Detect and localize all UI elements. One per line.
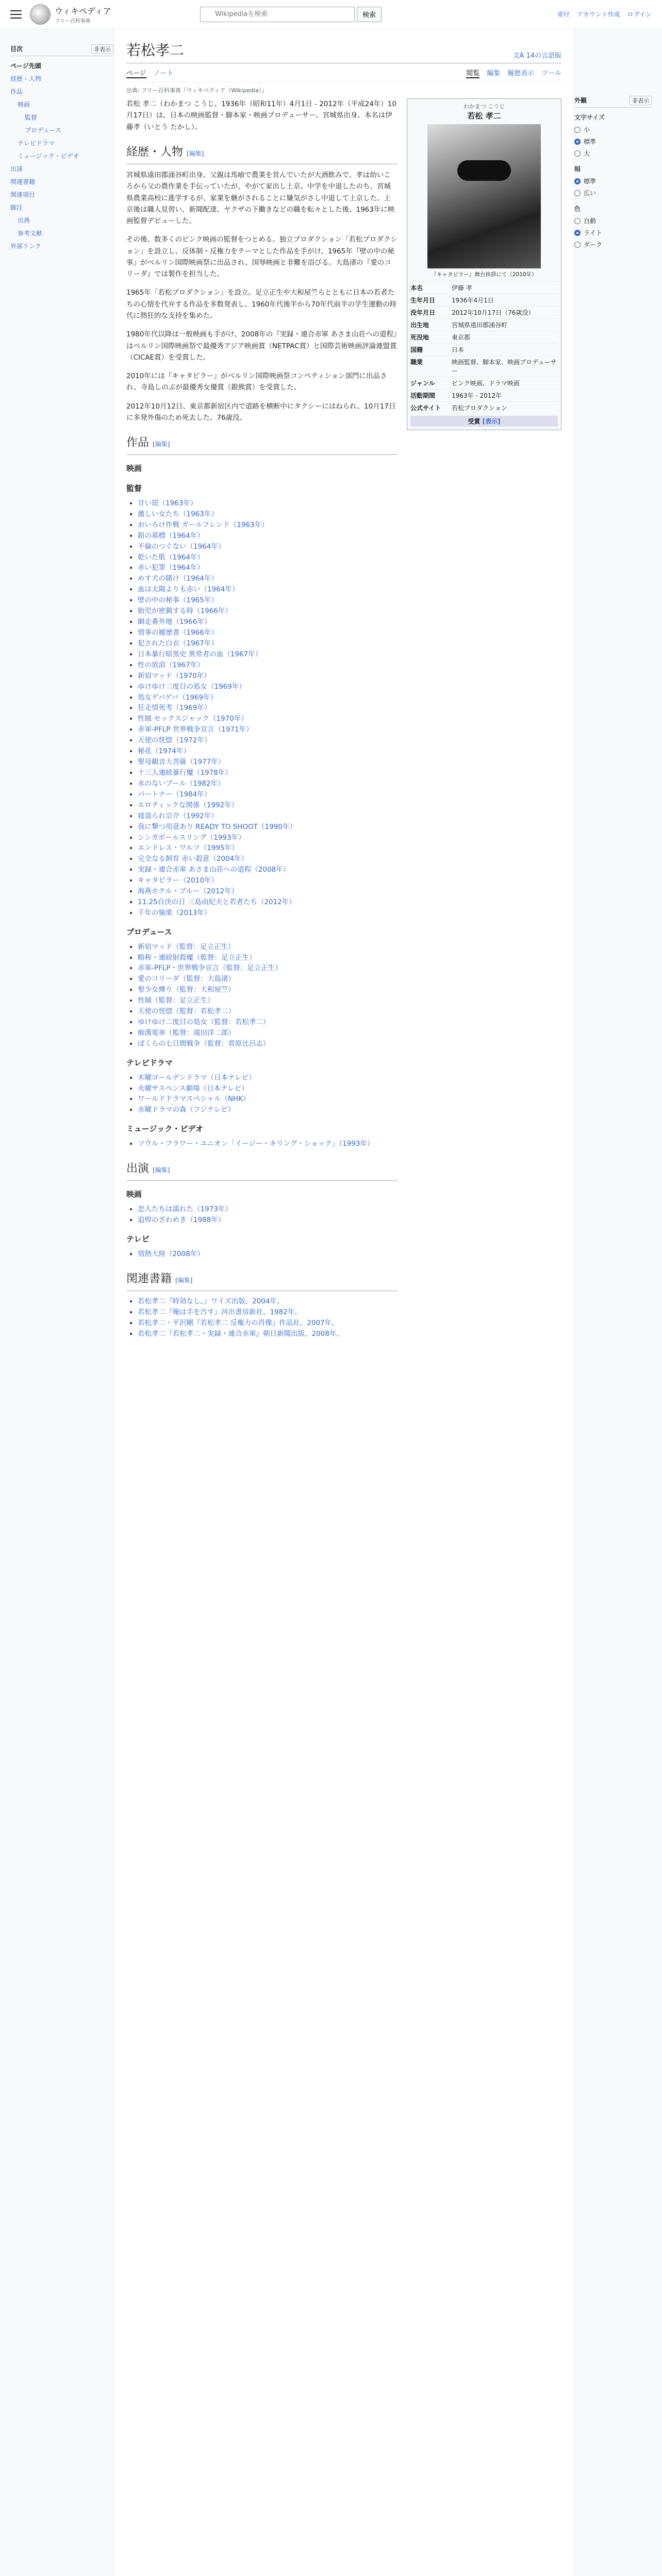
toc-item[interactable]	[10, 98, 113, 111]
list-item	[138, 1039, 398, 1049]
list-item	[138, 1028, 398, 1039]
list-item	[138, 606, 398, 617]
awards-toggle[interactable]: [表示]	[482, 418, 501, 425]
search-input[interactable]	[200, 7, 355, 22]
infobox-value: 東京都	[452, 334, 471, 341]
infobox-row	[410, 281, 558, 294]
infobox-key: 公式サイト	[410, 404, 441, 412]
infobox-key: ジャンル	[410, 380, 435, 387]
radio-label: 標準	[584, 178, 597, 185]
radio-dot-icon[interactable]	[574, 242, 581, 248]
radio-dot-icon[interactable]	[574, 178, 581, 184]
subsection-heading-film: 映画	[126, 464, 142, 473]
list-item	[138, 1073, 398, 1083]
work-link[interactable]: 赤い犯罪（1964年）	[138, 564, 204, 572]
toc-link[interactable]: 関連項目	[10, 191, 36, 198]
work-link[interactable]: 秘花（1974年）	[138, 747, 190, 756]
portrait-photo[interactable]	[427, 124, 541, 268]
list-item	[138, 757, 398, 768]
list-item	[138, 768, 398, 778]
list-item	[138, 1249, 398, 1260]
work-link[interactable]: 乾いた肌（1964年）	[138, 553, 204, 562]
infobox-value: 若松プロダクション	[452, 404, 507, 412]
radio-option[interactable]	[574, 187, 652, 199]
toc-link[interactable]: ミュージック・ビデオ	[18, 152, 79, 160]
work-link[interactable]: ゆけゆけ二度目の処女（1969年）	[138, 682, 246, 691]
site-name: ウィキペディア	[55, 6, 111, 16]
toc-item[interactable]	[10, 149, 113, 162]
radio-dot-icon[interactable]	[574, 218, 581, 224]
toc-link[interactable]: 出典	[18, 217, 30, 224]
list-item	[138, 1329, 398, 1340]
infobox-key: 死没地	[410, 334, 429, 341]
toc-link[interactable]: 参考文献	[18, 230, 43, 237]
work-link[interactable]: 十三人連続暴行魔（1978年）	[138, 768, 232, 777]
produce-works-list	[126, 942, 398, 1049]
work-link[interactable]: 聖母観音大菩薩（1977年）	[138, 758, 225, 767]
radio-label: ダーク	[584, 241, 603, 248]
infobox-row	[410, 306, 558, 318]
section-heading-appearance: 出演 [編集]	[126, 1160, 398, 1181]
list-item	[138, 628, 398, 638]
list-item	[138, 800, 398, 811]
login-link[interactable]: ログイン	[627, 11, 652, 18]
intro-paragraph: 若松 孝二（わかまつ こうじ、1936年（昭和11年）4月1日 - 2012年（平成24年）10月17日）は、日本の映画監督・脚本家・映画プロデューサー。宮城県出身。本名は伊藤孝（いとう たかし）。	[126, 100, 396, 131]
toc-hide-button[interactable]: 非表示	[91, 44, 113, 54]
work-link[interactable]: ぼくらの七日間戦争（監督：菅原比呂志）	[138, 1039, 270, 1048]
work-link[interactable]: 処女ゲバゲバ（1969年）	[138, 693, 218, 702]
list-item	[138, 942, 398, 953]
subsection-heading-mv: ミュージック・ビデオ	[126, 1124, 204, 1134]
list-item	[138, 671, 398, 682]
work-link[interactable]: 聖少女縛り（監督：大和屋竺）	[138, 986, 235, 994]
list-item	[138, 865, 398, 875]
edit-link[interactable]: 編集	[155, 1166, 168, 1174]
infobox-row	[410, 331, 558, 343]
bio-paragraph: 1980年代以降は一般映画も手がけ、2008年の『実録・連合赤軍 あさま山荘への道程』はベルリン国際映画祭で最優秀アジア映画賞（NETPAC賞）と国際芸術映画評論連盟賞（CICAE賞）を受賞した。	[126, 330, 397, 362]
infobox-row	[410, 377, 558, 389]
radio-dot-icon[interactable]	[574, 127, 581, 133]
work-link[interactable]: 火曜サスペンス劇場（日本テレビ）	[138, 1084, 249, 1093]
radio-label: 広い	[584, 190, 597, 197]
toc-item[interactable]	[10, 72, 113, 85]
list-item	[138, 509, 398, 520]
list-item	[138, 584, 398, 595]
infobox-value: 伊藤 孝	[452, 284, 472, 292]
list-item	[138, 985, 398, 995]
work-link[interactable]: ワールドドラマスペシャル（NHK）	[138, 1095, 250, 1104]
site-header	[0, 0, 662, 29]
list-item	[138, 746, 398, 757]
radio-option[interactable]	[574, 124, 652, 135]
mv-works-list	[126, 1139, 398, 1149]
subsection-heading-tv: テレビドラマ	[126, 1058, 173, 1067]
radio-dot-icon[interactable]	[574, 190, 581, 196]
list-item	[138, 1215, 398, 1226]
appearance-header	[574, 96, 652, 108]
infobox-row	[410, 343, 558, 355]
work-link[interactable]: 恋人たちは濡れた（1973年）	[138, 1205, 232, 1214]
work-link[interactable]: 不倫のつぐない（1964年）	[138, 542, 225, 551]
tab-tools[interactable]: ツール	[541, 70, 561, 77]
toc-item[interactable]	[10, 214, 113, 227]
work-link[interactable]: 若松孝二『俺は手を汚す』河出書房新社、1982年。	[138, 1308, 302, 1316]
work-link[interactable]: 痴漢電車（監督：滝田洋二郎）	[138, 1029, 235, 1038]
work-link[interactable]: 壁の中の秘事（1965年）	[138, 596, 218, 605]
list-item	[138, 854, 398, 865]
subsection-heading-produce: プロデュース	[126, 927, 172, 937]
radio-label: 標準	[584, 138, 597, 145]
work-link[interactable]: 11.25自決の日 三島由紀夫と若者たち（2012年）	[138, 898, 296, 907]
list-item	[138, 897, 398, 908]
work-link[interactable]: 赤軍-PFLP 世界戦争宣言（1971年）	[138, 725, 253, 734]
work-link[interactable]: ゆけゆけ二度目の処女（監督：若松孝二）	[138, 1018, 270, 1027]
list-item	[138, 649, 398, 660]
work-link[interactable]: 天使の恍惚（監督：若松孝二）	[138, 1007, 235, 1016]
color-label: 色	[574, 205, 581, 212]
toc-item[interactable]	[10, 111, 113, 124]
work-link[interactable]: 性賊（監督：足立正生）	[138, 996, 214, 1005]
infobox-key: 没年月日	[410, 309, 436, 316]
photo-caption: 『キャタピラー』舞台挨拶にて（2010年）	[431, 272, 537, 278]
tab-page[interactable]: ページ	[126, 67, 146, 78]
list-item	[138, 953, 398, 963]
list-item	[138, 552, 398, 563]
list-item	[138, 811, 398, 822]
infobox-rows	[410, 281, 558, 414]
radio-option[interactable]	[574, 227, 652, 239]
list-item	[138, 531, 398, 541]
infobox-key: 生年月日	[410, 297, 436, 304]
tab-edit[interactable]: 編集	[487, 70, 501, 77]
list-item	[138, 1083, 398, 1094]
toc-item[interactable]	[10, 137, 113, 149]
width-label: 幅	[574, 165, 581, 173]
bio-paragraph: その後、数多くのピンク映画の監督をつとめる。独立プロダクション「若松プロダクション」を設立し、反体制・反権力をテーマとした作品を手がけ、1965年『壁の中の秘事』がベルリン国際映画祭に出品され、国辱映画と非難を浴びる。大島渚の『愛のコリーダ』では製作を担当した。	[126, 235, 398, 279]
list-item	[138, 692, 398, 703]
work-link[interactable]: 千年の愉楽（2013年）	[138, 908, 211, 917]
list-item	[138, 1017, 398, 1028]
list-item	[138, 660, 398, 671]
work-link[interactable]: ソウル・フラワー・ユニオン「イージー・キリング・ショック」（1993年）	[138, 1140, 374, 1148]
work-link[interactable]: 若松孝二・平沢剛『若松孝二 反権力の肖像』作品社、2007年。	[138, 1318, 339, 1327]
infobox	[407, 98, 561, 430]
director-works-list	[126, 498, 398, 919]
radio-label: 小	[584, 126, 590, 133]
section-heading-works: 作品 [編集]	[126, 434, 398, 455]
language-button[interactable]: 文A 14の言語版	[512, 52, 561, 60]
list-item	[138, 908, 398, 919]
radio-option[interactable]	[574, 175, 652, 187]
toc-item[interactable]	[10, 188, 113, 201]
table-of-contents	[10, 29, 113, 2576]
width-options	[574, 175, 652, 199]
work-link[interactable]: 性の放浪（1967年）	[138, 660, 204, 669]
text-size-label: 文字サイズ	[574, 114, 605, 121]
infobox-row	[410, 355, 558, 377]
list-item	[138, 1296, 398, 1307]
work-link[interactable]: エンドレス・ワルツ（1995年）	[138, 844, 239, 853]
radio-option[interactable]	[574, 147, 652, 159]
work-link[interactable]: 略称・連続射殺魔（監督：足立正生）	[138, 953, 256, 962]
books-list	[126, 1296, 398, 1340]
appearance-heading: 外観	[574, 97, 587, 104]
work-link[interactable]: 海燕ホテル・ブルー（2012年）	[138, 887, 239, 896]
page-title: 若松孝二	[126, 42, 185, 59]
toc-item[interactable]	[10, 240, 113, 252]
work-link[interactable]: 血は太陽よりも赤い（1964年）	[138, 585, 239, 594]
color-options	[574, 215, 652, 250]
main-content	[113, 29, 574, 2576]
list-item	[138, 1204, 398, 1215]
appearance-panel	[574, 29, 652, 2576]
work-link[interactable]: 追悼のざわめき（1988年）	[138, 1215, 225, 1224]
list-item	[138, 520, 398, 531]
list-item	[138, 1139, 398, 1149]
work-link[interactable]: パートナー（1984年）	[138, 790, 211, 799]
list-item	[138, 703, 398, 714]
toc-link[interactable]: テレビドラマ	[18, 140, 55, 147]
infobox-value: 日本	[452, 346, 465, 353]
toc-link[interactable]: 関連書籍	[10, 178, 36, 185]
list-item	[138, 595, 398, 606]
article-body	[126, 98, 398, 1345]
toc-link[interactable]: 脚注	[10, 204, 23, 211]
toc-item[interactable]	[10, 227, 113, 240]
infobox-value: 1963年 - 2012年	[452, 392, 502, 399]
list-item	[138, 573, 398, 584]
edit-link[interactable]: 編集	[177, 1276, 190, 1284]
bio-paragraph: 1965年「若松プロダクション」を設立。足立正生や大和屋竺らとともに日本の若者たちの心情を代弁する作品を多数発表し、1960年代後半から70年代前半の学生運動の時代に熱狂的な支持を集めた。	[126, 289, 397, 320]
radio-dot-icon[interactable]	[574, 139, 581, 145]
user-links	[557, 10, 652, 19]
toc-heading: 目次	[10, 45, 23, 53]
infobox-key: 国籍	[410, 346, 423, 353]
title-row	[126, 39, 561, 63]
work-link[interactable]: 赤軍-PFLP・世界戦争宣言（監督：足立正生）	[138, 964, 282, 973]
tab-read[interactable]: 閲覧	[466, 67, 479, 78]
work-link[interactable]: 日本暴行暗黒史 異常者の血（1967年）	[138, 650, 262, 658]
bio-paragraph: 2010年には『キャタピラー』がベルリン国際映画祭コンペティション部門に出品され、寺島しのぶが最優秀女優賞（銀熊賞）を受賞した。	[126, 372, 387, 392]
subsection-heading-appearance-tv: テレビ	[126, 1234, 150, 1244]
work-link[interactable]: 狂走情死考（1969年）	[138, 704, 211, 713]
work-link[interactable]: 寝盗られ宗介（1992年）	[138, 811, 218, 820]
list-item	[138, 886, 398, 897]
work-link[interactable]: 我に撃つ用意あり READY TO SHOOT（1990年）	[138, 822, 296, 831]
subsection-heading-director: 監督	[126, 484, 142, 494]
list-item	[138, 995, 398, 1006]
work-link[interactable]: 新宿マッド（1970年）	[138, 671, 211, 680]
tab-talk[interactable]: ノート	[153, 70, 174, 77]
work-link[interactable]: 性賊 セックスジャック（1970年）	[138, 715, 248, 723]
list-item	[138, 1006, 398, 1017]
subsection-heading-appearance-film: 映画	[126, 1190, 142, 1199]
work-link[interactable]: 水曜ドラマの森（フジテレビ）	[138, 1106, 235, 1114]
infobox-value: 2012年10月17日（76歳没）	[452, 309, 535, 316]
work-link[interactable]: 新宿マッド（監督：足立正生）	[138, 942, 235, 951]
radio-dot-icon[interactable]	[574, 230, 581, 236]
list-item	[138, 963, 398, 974]
toc-link[interactable]: 映画	[18, 101, 30, 108]
list-item	[138, 1105, 398, 1115]
toc-link[interactable]: 作品	[10, 88, 23, 95]
infobox-key: 職業	[410, 359, 423, 366]
list-item	[138, 638, 398, 649]
appearance-film-list	[126, 1204, 398, 1226]
search-form	[200, 7, 382, 22]
work-link[interactable]: 木曜ゴールデンドラマ（日本テレビ）	[138, 1073, 256, 1082]
section-heading-books: 関連書籍 [編集]	[126, 1270, 398, 1291]
toc-item[interactable]	[10, 59, 113, 72]
search-button[interactable]: 検索	[357, 7, 382, 22]
work-link[interactable]: 胎児が密猟する時（1966年）	[138, 607, 232, 616]
radio-label: 自動	[584, 217, 597, 225]
work-link[interactable]: 網走番外地（1966年）	[138, 618, 211, 626]
infobox-row	[410, 389, 558, 401]
tab-history[interactable]: 履歴表示	[507, 70, 535, 77]
main-menu-icon[interactable]	[10, 10, 22, 19]
text-size-options	[574, 124, 652, 159]
list-item	[138, 833, 398, 843]
list-item	[138, 822, 398, 833]
work-link[interactable]: 情事の履歴書（1966年）	[138, 629, 218, 637]
infobox-reading: わかまつ こうじ	[463, 103, 505, 110]
list-item	[138, 714, 398, 724]
radio-option[interactable]	[574, 239, 652, 250]
appearance-tv-list	[126, 1249, 398, 1260]
infobox-row	[410, 401, 558, 414]
infobox-value: 宮城県遠田郡涌谷町	[452, 321, 508, 329]
toc-link[interactable]: プロデュース	[25, 127, 62, 134]
infobox-key: 活動期間	[410, 392, 436, 399]
list-item	[138, 1318, 398, 1329]
radio-dot-icon[interactable]	[574, 150, 581, 157]
work-link[interactable]: 鉛の墓標（1964年）	[138, 531, 204, 540]
donate-link[interactable]: 寄付	[557, 11, 570, 18]
tv-works-list	[126, 1073, 398, 1116]
site-tagline: フリー百科事典	[55, 18, 91, 24]
toc-link[interactable]: 経歴・人物	[10, 75, 42, 82]
toc-item[interactable]	[10, 201, 113, 214]
list-item	[138, 498, 398, 509]
list-item	[138, 875, 398, 886]
work-link[interactable]: 完全なる飼育 赤い殺意（2004年）	[138, 855, 249, 863]
radio-label: ライト	[584, 229, 602, 236]
toc-link[interactable]: ページ先頭	[10, 62, 41, 70]
bio-paragraph: 宮城県遠田郡涌谷町出身。父親は馬喰で農業を営んでいたが大酒飲みで、孝は幼いころから父の農作業を手伝っていたが、やがて家出し上京。中学を中退したのち、宮城県農業高校に進学するが、家業を継がされることに嫌気がさし中退して上京した。上京後は職人見習い、新聞配達、ヤクザの下働きなどの職を転々とした後、1963年に映画監督デビューした。	[126, 171, 395, 226]
section-heading-bio: 経歴・人物 [編集]	[126, 143, 398, 164]
list-item	[138, 1307, 398, 1318]
create-account-link[interactable]: アカウント作成	[576, 11, 620, 18]
infobox-key: 出生地	[410, 321, 429, 329]
infobox-name: 若松 孝二	[467, 111, 501, 121]
edit-link[interactable]: 編集	[155, 440, 168, 448]
work-link[interactable]: 犯された白衣（1967年）	[138, 639, 218, 648]
infobox-awards-heading: 受賞 [表示]	[410, 416, 558, 427]
radio-option[interactable]	[574, 215, 652, 227]
toc-item[interactable]	[10, 85, 113, 98]
edit-link[interactable]: 編集	[189, 149, 202, 157]
infobox-value: 映画監督、脚本家、映画プロデューサー	[452, 359, 557, 375]
toc-link[interactable]: 監督	[25, 114, 38, 121]
toc-item[interactable]	[10, 124, 113, 137]
list-item	[138, 843, 398, 854]
list-item	[138, 617, 398, 628]
work-link[interactable]: おいろけ作戦 ガールフレンド（1963年）	[138, 520, 269, 529]
infobox-key: 本名	[410, 284, 423, 292]
infobox-value: ピンク映画、ドラマ映画	[452, 380, 520, 387]
list-item	[138, 563, 398, 573]
work-link[interactable]: 天使の恍惚（1972年）	[138, 736, 211, 745]
work-link[interactable]: 激しい女たち（1963年）	[138, 510, 218, 518]
appearance-hide-button[interactable]: 非表示	[630, 96, 652, 105]
list-item	[138, 735, 398, 746]
list-item	[138, 724, 398, 735]
radio-option[interactable]	[574, 135, 652, 147]
list-item	[138, 541, 398, 552]
list-item	[138, 682, 398, 692]
list-item	[138, 789, 398, 800]
work-link[interactable]: 愛のコリーダ（監督：大島渚）	[138, 975, 235, 984]
work-link[interactable]: 実録・連合赤軍 あさま山荘への道程（2008年）	[138, 866, 290, 874]
toc-link[interactable]: 外部リンク	[10, 243, 41, 250]
work-link[interactable]: 水のないプール（1982年）	[138, 779, 225, 788]
wikipedia-globe-icon	[30, 4, 51, 25]
work-link[interactable]: 甘い罠（1963年）	[138, 499, 197, 507]
work-link[interactable]: キャタピラー（2010年）	[138, 876, 218, 885]
list-item	[138, 778, 398, 789]
work-link[interactable]: 若松孝二『若松孝二・実録・連合赤軍』朝日新聞出版、2008年。	[138, 1329, 343, 1338]
list-item	[138, 1094, 398, 1105]
work-link[interactable]: めす犬の賭け（1964年）	[138, 574, 218, 583]
site-logo[interactable]	[30, 4, 138, 25]
toc-link[interactable]: 出演	[10, 165, 23, 173]
list-item	[138, 974, 398, 985]
bio-paragraph: 2012年10月12日、東京都新宿区内で道路を横断中にタクシーにはねられ、10月17日に多発外傷のため死去した。76歳没。	[126, 402, 396, 422]
toc-item[interactable]	[10, 162, 113, 175]
page-tabs	[126, 67, 561, 82]
infobox-value: 1936年4月1日	[452, 297, 494, 304]
toc-list	[10, 59, 113, 252]
radio-label: 大	[584, 150, 590, 157]
infobox-row	[410, 294, 558, 306]
bio-section	[126, 170, 398, 423]
work-link[interactable]: 情熱大陸（2008年）	[138, 1249, 204, 1258]
work-link[interactable]: 若松孝二『時効なし。』ワイズ出版、2004年。	[138, 1297, 284, 1306]
work-link[interactable]: シンガポールスリング（1993年）	[138, 833, 245, 842]
infobox-row	[410, 318, 558, 331]
work-link[interactable]: エロティックな関係（1992年）	[138, 801, 239, 809]
toc-header	[10, 44, 113, 56]
page-source-note: 出典: フリー百科事典『ウィキペディア（Wikipedia）』	[126, 87, 268, 94]
toc-item[interactable]	[10, 175, 113, 188]
